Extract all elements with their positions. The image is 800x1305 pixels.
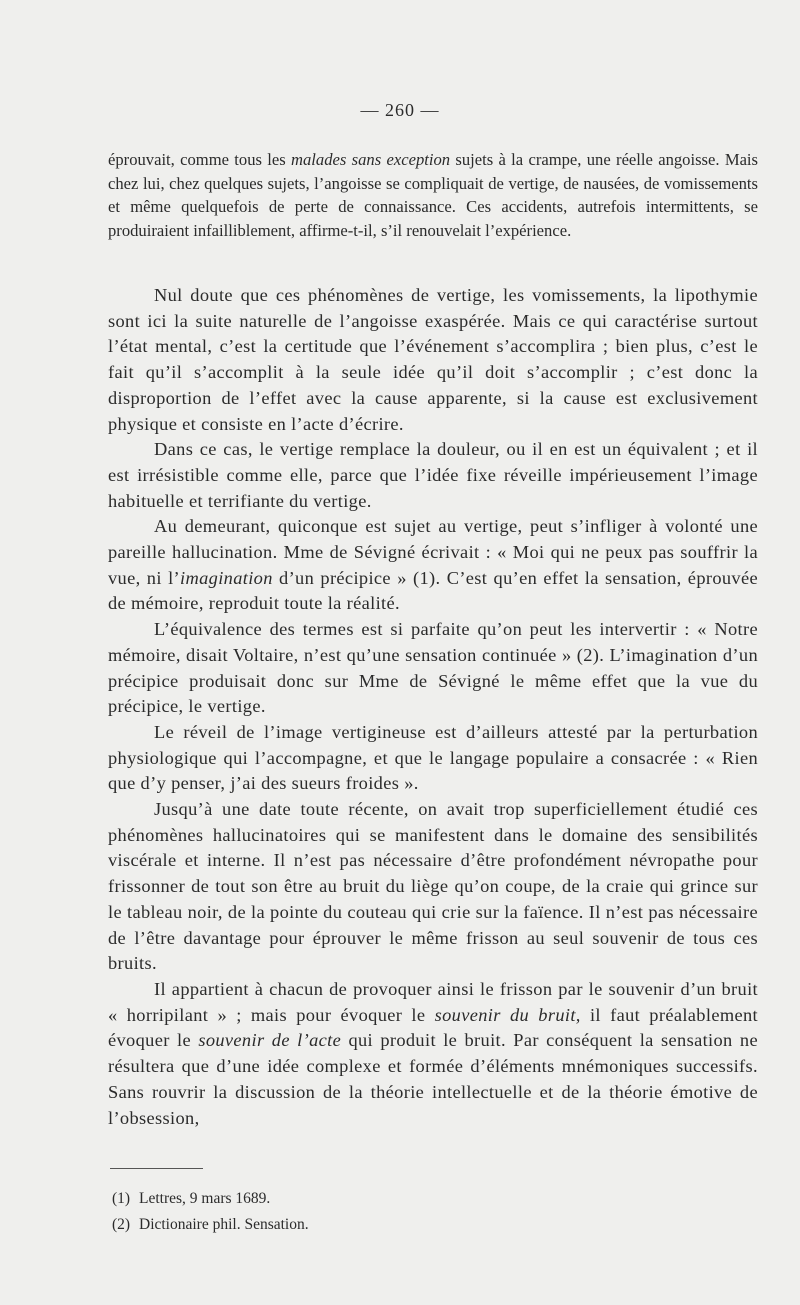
footnote-text: Dictionaire phil. Sensation. xyxy=(139,1216,309,1233)
footnote-divider xyxy=(110,1168,203,1169)
paragraph-3 xyxy=(108,514,758,617)
paragraph-3-emphasis: imagination xyxy=(180,567,273,588)
intro-text-1: éprouvait, comme tous les xyxy=(108,150,292,169)
intro-paragraph xyxy=(108,148,758,242)
paragraph-6: Jusqu’à une date toute récente, on avait trop superficiellement étudié ces phénomènes hallucinatoires qui se manifestent dans le domaine des sensibilités viscérale et interne. Il n’est pas nécessaire d’être profondément névropathe pour frissonner de tout son être au bruit du liège qu’on coupe, de la craie qui grince sur le tableau noir, de la pointe du couteau qui crie sur la faïence. Il n’est pas nécessaire de l’être davantage pour éprouver le même frisson au seul souvenir de tous ces bruits. xyxy=(108,799,758,974)
intro-emphasis: malades sans exception xyxy=(291,150,451,169)
paragraph-1: Nul doute que ces phénomènes de vertige, les vomissements, la lipothymie sont ici la suite naturelle de l’angoisse exaspérée. Mais ce qui caractérise surtout l’état mental, c’est la certitude que l’événement s’accomplira ; bien plus, c’est le fait qu’il s’accomplit à la seule idée qu’il doit s’accomplir ; c’est donc la disproportion de l’effet avec la cause apparente, si la cause est exclusivement physique et consiste en l’acte d’écrire. xyxy=(108,285,758,434)
intro-text-2: sujets à la crampe, une réelle angoisse. Mais chez lui, chez quelques sujets, l’angoisse se compliquait de vertige, de nausées, de vomissements et même quelquefois de perte de connaissance. Ces accidents, autrefois intermittents, se produiraient infailliblement, affirme-t-il, s’il renouvelait l’expérience. xyxy=(108,150,759,240)
paragraph-3-text-b: d’un précipice » (1). C’est qu’en effet la sensation, éprouvée de mémoire, reproduit toute la réalité. xyxy=(108,567,758,614)
paragraph-7-text-a: Il appartient à chacun de provoquer ainsi le frisson par le souvenir d’un bruit « horripilant » ; mais pour évoquer le xyxy=(108,978,758,1025)
paragraph-7-emphasis-2: souvenir de l’acte xyxy=(198,1030,342,1051)
paragraph-7-emphasis-1: souvenir du bruit, xyxy=(434,1004,581,1025)
paragraph-3-text-a: Au demeurant, quiconque est sujet au vertige, peut s’infliger à volonté une pareille hallucination. Mme de Sévigné écrivait : « Moi qui ne peux pas souffrir la vue, ni l’ xyxy=(108,516,758,588)
footnotes xyxy=(112,1186,712,1238)
footnote-text: Lettres, 9 mars 1689. xyxy=(139,1190,271,1207)
footnote-item xyxy=(112,1212,712,1238)
paragraph-2: Dans ce cas, le vertige remplace la douleur, ou il en est un équivalent ; et il est irrésistible comme elle, parce que l’idée fixe réveille impérieusement l’image habituelle et terrifiante du vertige. xyxy=(108,439,758,511)
footnote-number: (1) xyxy=(112,1190,131,1207)
paragraph-4: L’équivalence des termes est si parfaite qu’on peut les intervertir : « Notre mémoire, disait Voltaire, n’est qu’une sensation continuée » (2). L’imagination d’un précipice produisait donc sur Mme de Sévigné le même effet que la vue du précipice, le vertige. xyxy=(108,619,758,717)
footnote-item xyxy=(112,1186,712,1212)
paragraph-5: Le réveil de l’image vertigineuse est d’ailleurs attesté par la perturbation physiologique qui l’accompagne, et que le langage populaire a consacrée : « Rien que d’y penser, j’ai des sueurs froides ». xyxy=(108,721,758,794)
footnote-number: (2) xyxy=(112,1216,131,1233)
page-number: — 260 — xyxy=(360,100,440,120)
paragraph-7-text-c: qui produit le bruit. Par conséquent la sensation ne résultera que d’une idée complexe et formée d’éléments mnémoniques successifs. Sans rouvrir la discussion de la théorie intellectuelle et de la théorie émotive de l’obsession, xyxy=(108,1030,758,1128)
body-text xyxy=(108,283,758,1131)
paragraph-7 xyxy=(108,977,758,1131)
paragraph-7-text-b: il faut préalablement évoquer le xyxy=(108,1004,758,1051)
